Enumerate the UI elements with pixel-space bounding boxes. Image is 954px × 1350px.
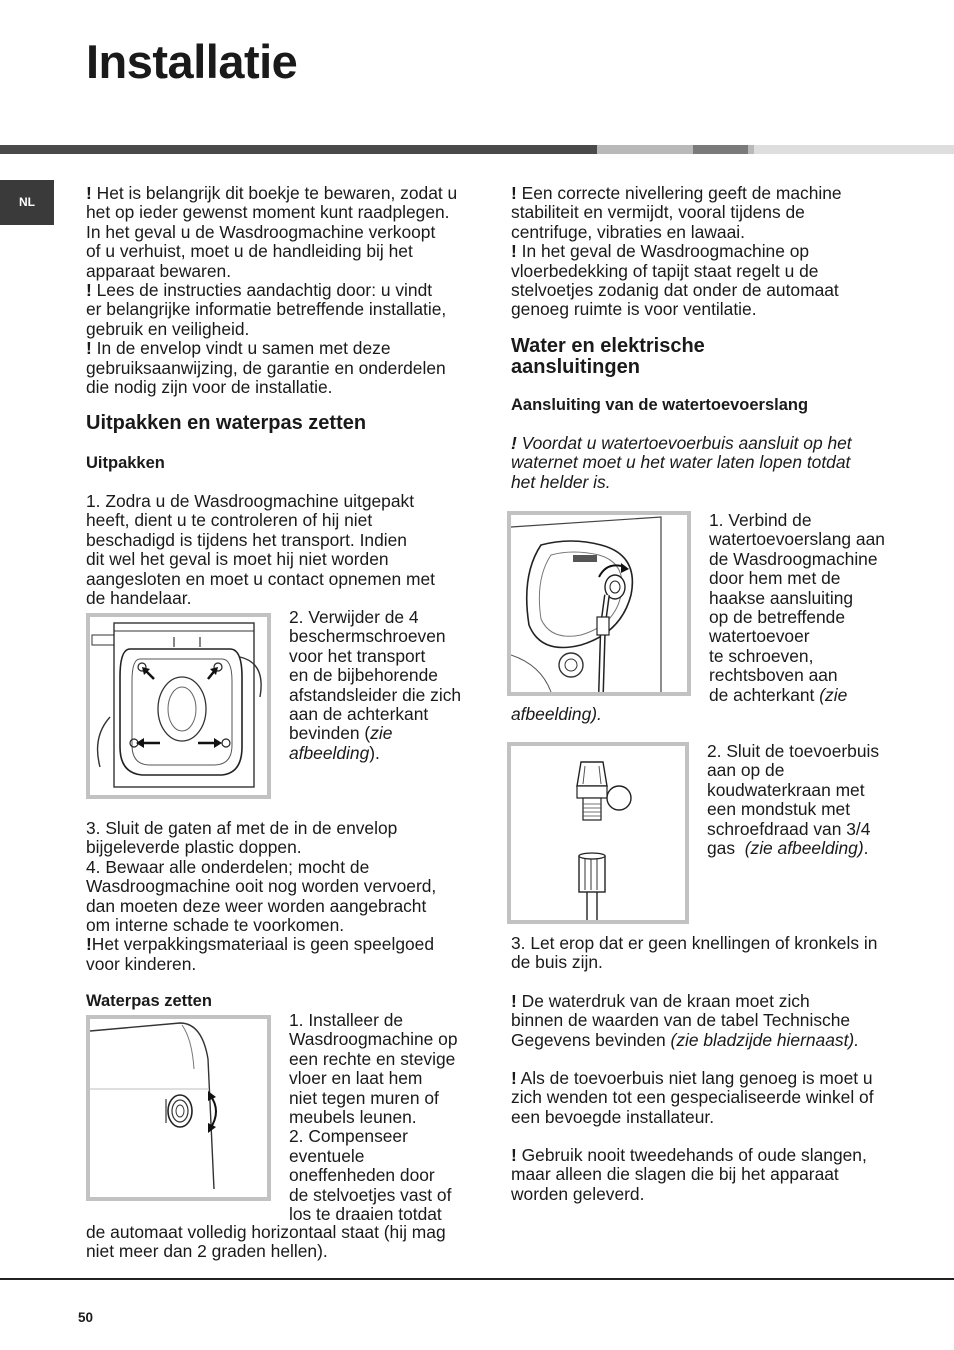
text-line: de handelaar. bbox=[86, 588, 192, 609]
text-line: watertoevoer bbox=[709, 626, 810, 647]
unpack-step-2 bbox=[289, 608, 461, 763]
text-line: gebruiksaanwijzing, de garantie en onderdelen bbox=[86, 357, 446, 378]
text-line bbox=[289, 724, 461, 743]
text-line: een rechte en stevige bbox=[289, 1048, 456, 1069]
levelling-foot-illustration bbox=[90, 1019, 267, 1197]
unpack-steps-3-4 bbox=[86, 819, 436, 974]
text-line: beschermschroeven bbox=[289, 626, 446, 647]
text-line: worden geleverd. bbox=[511, 1183, 645, 1204]
text-line: 3. Sluit de gaten af met de in de envelop bbox=[86, 818, 398, 838]
figure-tap-connection bbox=[507, 742, 689, 924]
figure-levelling-foot bbox=[86, 1015, 271, 1201]
text-line: ! In de envelop vindt u samen met deze bbox=[86, 338, 391, 359]
text-line: dit wel het geval is moet hij niet worden bbox=[86, 549, 389, 570]
text-line: ! Lees de instructies aandachtig door: u vindt bbox=[86, 280, 433, 301]
page-number: 50 bbox=[78, 1310, 94, 1325]
text-line: 3. Let erop dat er geen knellingen of kronkels in bbox=[511, 933, 878, 953]
text-line: beschadigd is tijdens het transport. Indien bbox=[86, 529, 407, 550]
text-line: watertoevoerslang aan bbox=[709, 529, 885, 550]
warning-water-pressure bbox=[511, 992, 859, 1050]
language-tab: NL bbox=[0, 180, 54, 225]
text-line: er belangrijke informatie betreffende installatie, bbox=[86, 299, 447, 320]
text-line: haakse aansluiting bbox=[709, 587, 854, 608]
hose-step-3 bbox=[511, 934, 877, 973]
text-line: om interne schade te voorkomen. bbox=[86, 915, 345, 936]
text-line: stelvoetjes zodanig dat onder de automaat bbox=[511, 280, 839, 301]
text-line: 1. Verbind de bbox=[709, 510, 812, 530]
text-line: koudwaterkraan met bbox=[707, 779, 865, 800]
text-line: de buis zijn. bbox=[511, 952, 603, 973]
text-line: rechtsboven aan bbox=[709, 665, 838, 686]
text-span: de achterkant bbox=[709, 684, 820, 705]
text-line: vloer en laat hem bbox=[289, 1068, 423, 1089]
header-bar bbox=[0, 145, 954, 154]
text-line: een mondstuk met bbox=[707, 799, 851, 820]
text-line: dan moeten deze weer worden aangebracht bbox=[86, 895, 427, 916]
text-line: aangesloten en moet u contact opnemen met bbox=[86, 568, 436, 589]
text-line: de Wasdroogmachine bbox=[709, 548, 878, 569]
text-line: ! Het is belangrijk dit boekje te bewaren, zodat u bbox=[86, 183, 458, 203]
text-line: centrifuge, vibraties en lawaai. bbox=[511, 221, 745, 242]
text-line: door hem met de bbox=[709, 568, 841, 589]
text-span: gas bbox=[707, 838, 745, 859]
text-line: 2. Compenseer bbox=[289, 1126, 408, 1147]
section-heading-water bbox=[511, 336, 705, 378]
page-title: Installatie bbox=[86, 35, 298, 88]
text-line: aan op de bbox=[707, 760, 785, 781]
text-line bbox=[707, 839, 879, 858]
text-line: apparaat bewaren. bbox=[86, 260, 232, 281]
text-line: ! Als de toevoerbuis niet lang genoeg is moet u bbox=[511, 1068, 873, 1088]
text-line: 1. Installeer de bbox=[289, 1010, 404, 1030]
footer-rule bbox=[0, 1278, 954, 1280]
figure-reference: zie bbox=[370, 723, 393, 744]
text-line: In het geval u de Wasdroogmachine verkoopt bbox=[86, 221, 436, 242]
text-line: niet meer dan 2 graden hellen). bbox=[86, 1241, 328, 1262]
text-line: bijgeleverde plastic doppen. bbox=[86, 837, 302, 858]
text-line: ! Een correcte nivellering geeft de machine bbox=[511, 183, 842, 203]
text-span: Gegevens bevinden bbox=[511, 1029, 671, 1050]
unpack-step-1 bbox=[86, 492, 435, 608]
hose-connection-illustration bbox=[511, 515, 687, 692]
text-line: niet tegen muren of bbox=[289, 1087, 439, 1108]
text-line: Wasdroogmachine ooit nog worden vervoerd, bbox=[86, 876, 437, 897]
text-line: afstandsleider die zich bbox=[289, 684, 462, 705]
text-line: 1. Zodra u de Wasdroogmachine uitgepakt bbox=[86, 491, 415, 511]
tap-connection-illustration bbox=[511, 746, 685, 920]
text-line: op de betreffende bbox=[709, 607, 846, 628]
subheading-hose: Aansluiting van de watertoevoerslang bbox=[511, 396, 809, 414]
hose-step-2 bbox=[707, 742, 879, 858]
text-line: Wasdroogmachine op bbox=[289, 1029, 458, 1050]
text-line bbox=[289, 744, 461, 763]
text-line: aan de achterkant bbox=[289, 704, 429, 725]
text-span: . bbox=[863, 838, 869, 859]
warning-used-hoses bbox=[511, 1146, 867, 1204]
text-line: !Het verpakkingsmateriaal is geen speelgoed bbox=[86, 934, 435, 955]
heading-line: Water en elektrische bbox=[511, 335, 705, 357]
figure-hose-connection bbox=[507, 511, 691, 696]
text-line: maar alleen die slagen die bij het apparaat bbox=[511, 1164, 839, 1185]
figure-machine-back bbox=[86, 613, 271, 799]
text-line: gebruik en veiligheid. bbox=[86, 318, 250, 339]
text-line: voor het transport bbox=[289, 645, 426, 666]
text-line: ! Gebruik nooit tweedehands of oude slangen, bbox=[511, 1145, 867, 1165]
text-line-content: Het is belangrijk dit boekje te bewaren, zodat u bbox=[96, 183, 458, 203]
text-line: 4. Bewaar alle onderdelen; mocht de bbox=[86, 856, 370, 877]
text-line: zich wenden tot een gespecialiseerde winkel of bbox=[511, 1087, 874, 1108]
page-reference: (zie bladzijde hiernaast). bbox=[670, 1029, 860, 1050]
text-line bbox=[511, 1031, 859, 1050]
text-line: vloerbedekking of tapijt staat regelt u de bbox=[511, 260, 819, 281]
level-steps-side bbox=[289, 1011, 458, 1224]
text-line: 2. Verwijder de 4 bbox=[289, 607, 419, 627]
text-line: de automaat volledig horizontaal staat (hij mag bbox=[86, 1222, 446, 1242]
text-line: eventuele bbox=[289, 1145, 365, 1166]
text-span: bevinden ( bbox=[289, 723, 371, 744]
text-line: heeft, dient u te controleren of hij niet bbox=[86, 510, 373, 531]
text-line: genoeg ruimte is voor ventilatie. bbox=[511, 299, 757, 320]
text-line: ! Voordat u watertoevoerbuis aansluit op het bbox=[511, 433, 852, 453]
text-line: die nodig zijn voor de installatie. bbox=[86, 377, 333, 398]
text-line: te schroeven, bbox=[709, 645, 814, 666]
text-line: voor kinderen. bbox=[86, 953, 197, 974]
text-line: schroefdraad van 3/4 bbox=[707, 818, 871, 839]
subheading-unpack: Uitpakken bbox=[86, 454, 165, 472]
text-line: 2. Sluit de toevoerbuis bbox=[707, 741, 880, 761]
figure-reference: (zie bbox=[819, 684, 848, 705]
text-line: binnen de waarden van de tabel Technische bbox=[511, 1010, 851, 1031]
text-line: het op ieder gewenst moment kunt raadplegen. bbox=[86, 202, 450, 223]
text-span: ). bbox=[369, 742, 380, 763]
warning-flush-water bbox=[511, 434, 852, 492]
section-heading-unpack: Uitpakken en waterpas zetten bbox=[86, 412, 367, 434]
text-line bbox=[709, 686, 885, 705]
right-intro bbox=[511, 184, 842, 320]
text-line: of u verhuist, moet u de handleiding bij het bbox=[86, 241, 413, 262]
figure-reference: (zie afbeelding) bbox=[744, 838, 864, 859]
text-line: stabiliteit en vermijdt, vooral tijdens de bbox=[511, 202, 805, 223]
intro-lines bbox=[86, 184, 450, 397]
text-line: meubels leunen. bbox=[289, 1107, 417, 1128]
level-steps-full bbox=[86, 1223, 446, 1262]
text-line: oneffenheden door bbox=[289, 1165, 435, 1186]
hose-step-1-ref: afbeelding). bbox=[511, 704, 602, 724]
text-line: waternet moet u het water laten lopen totdat bbox=[511, 452, 851, 473]
figure-reference: afbeelding bbox=[289, 742, 370, 763]
text-line: ! De waterdruk van de kraan moet zich bbox=[511, 991, 810, 1011]
warning-hose-length bbox=[511, 1069, 874, 1127]
text-line: een bevoegde installateur. bbox=[511, 1106, 715, 1127]
heading-line: aansluitingen bbox=[511, 356, 640, 378]
hose-step-1 bbox=[709, 511, 885, 705]
text-line: ! In het geval de Wasdroogmachine op bbox=[511, 241, 810, 262]
text-line: het helder is. bbox=[511, 471, 611, 492]
text-line: en de bijbehorende bbox=[289, 665, 438, 686]
text-line: los te draaien totdat bbox=[289, 1204, 442, 1225]
subheading-level: Waterpas zetten bbox=[86, 992, 212, 1010]
machine-back-illustration bbox=[90, 617, 267, 795]
text-line: de stelvoetjes vast of bbox=[289, 1184, 452, 1205]
